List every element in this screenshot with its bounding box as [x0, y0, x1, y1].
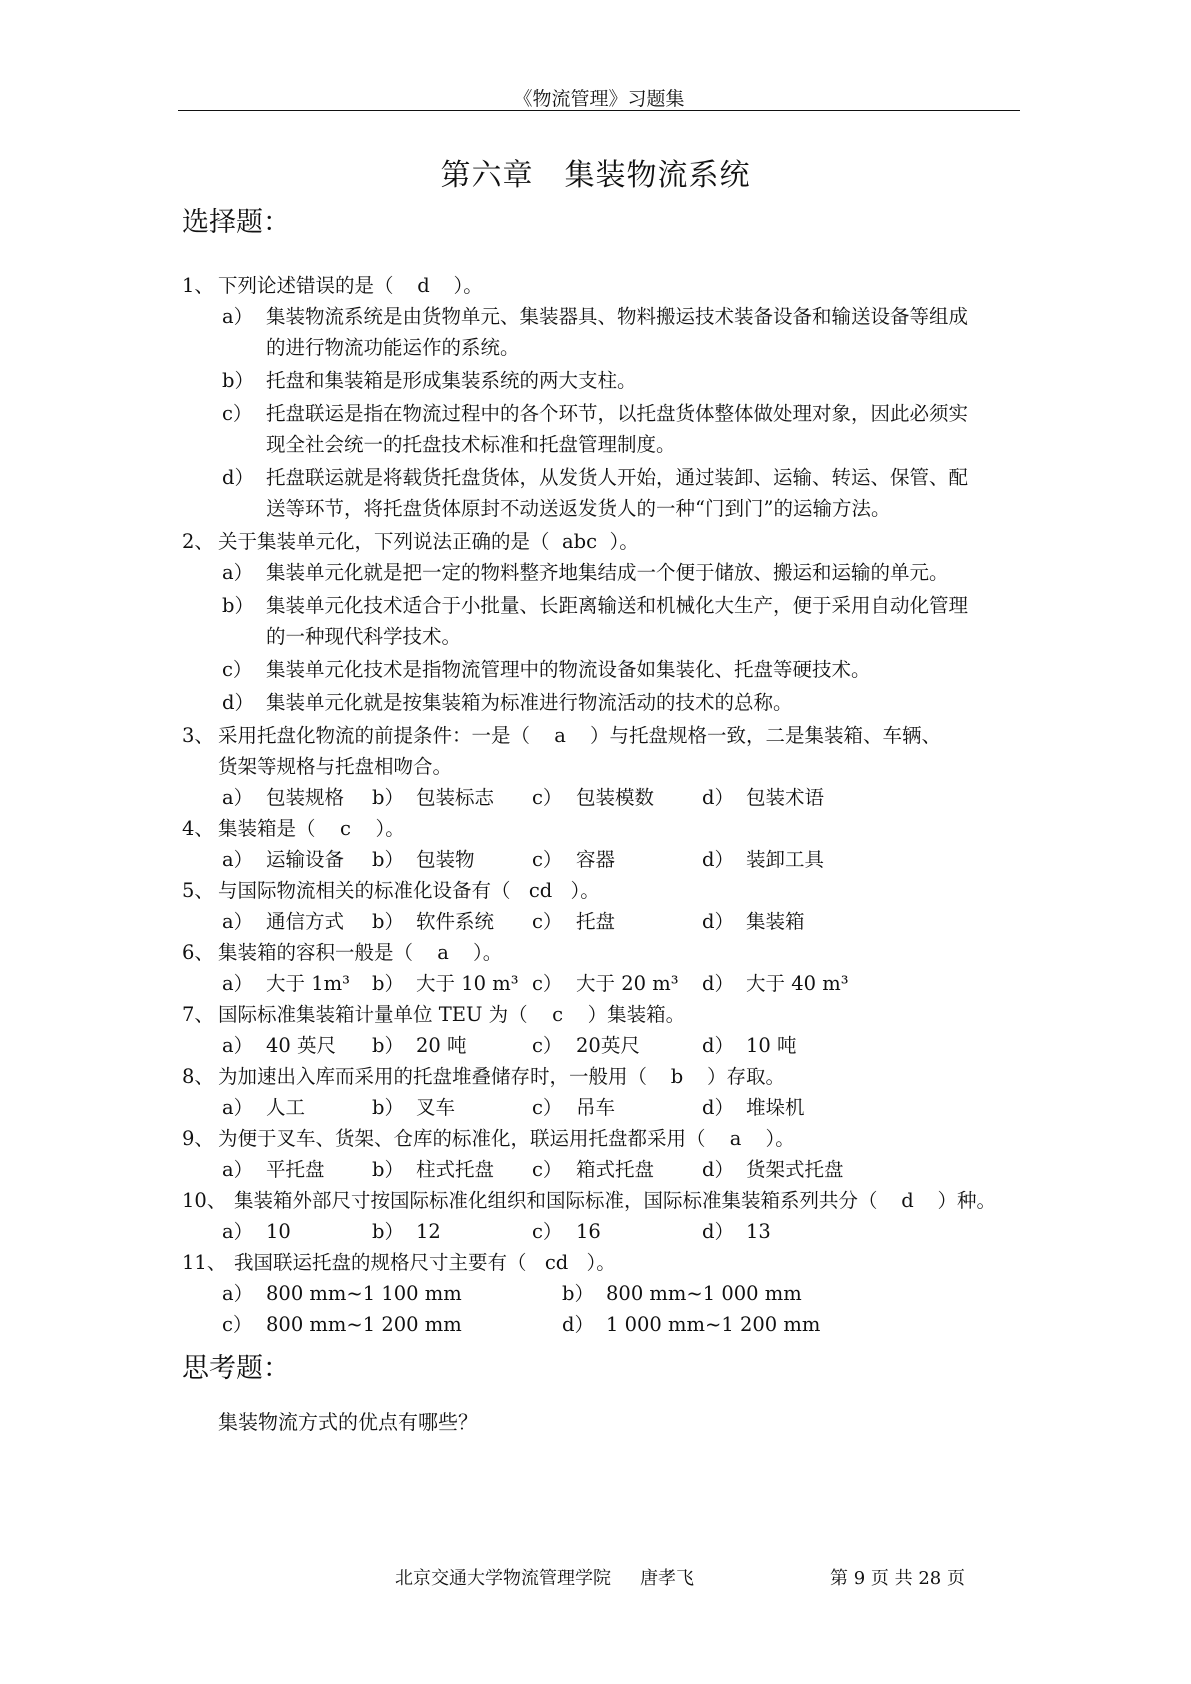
question-text	[218, 813, 405, 844]
option-text: 800 mm~1 000 mm	[606, 1282, 802, 1305]
question-suffix: ）。	[375, 817, 405, 840]
section-heading-thinking: 思考题：	[182, 1353, 290, 1384]
option-text: 平托盘	[266, 1158, 325, 1181]
options-row	[182, 1216, 1022, 1247]
options-row	[182, 968, 1022, 999]
answer-blank: abc	[562, 530, 598, 553]
question-suffix: ）集装箱。	[587, 1003, 686, 1026]
option-text: 箱式托盘	[576, 1158, 655, 1181]
option-label: a）	[222, 1282, 254, 1305]
option-label: d）	[702, 972, 734, 995]
option-text: 叉车	[416, 1096, 456, 1119]
question-stem	[182, 875, 1022, 906]
option-text: 托盘联运是指在物流过程中的各个环节，以托盘货体整体做处理对象，因此必须实	[266, 402, 969, 425]
option-text: 包装标志	[416, 786, 495, 809]
question-number: 3、	[182, 724, 214, 747]
question-number: 11、	[182, 1251, 227, 1274]
option-label: d）	[702, 786, 734, 809]
option-item	[182, 557, 1022, 588]
option-label: c）	[532, 786, 563, 809]
question-prefix: 与国际物流相关的标准化设备有（	[218, 879, 511, 902]
option-label: a）	[222, 305, 254, 328]
question-text	[218, 720, 941, 751]
question-number: 6、	[182, 941, 214, 964]
question-suffix: ）。	[473, 941, 503, 964]
answer-blank: c	[340, 817, 351, 840]
option-text: 货架式托盘	[746, 1158, 844, 1181]
question-number: 8、	[182, 1065, 214, 1088]
option-text: 软件系统	[416, 910, 495, 933]
option-text: 运输设备	[266, 848, 345, 871]
options-row	[182, 1030, 1022, 1061]
question-prefix: 集装箱的容积一般是（	[218, 941, 414, 964]
option-text: 堆垛机	[746, 1096, 805, 1119]
option-text: 集装单元化技术适合于小批量、长距离输送和机械化大生产，便于采用自动化管理	[266, 594, 969, 617]
option-text: 800 mm~1 100 mm	[266, 1282, 462, 1305]
option-label: c）	[222, 1313, 253, 1336]
option-item	[182, 365, 1022, 396]
question-text	[218, 1123, 795, 1154]
option-label: c）	[532, 1158, 563, 1181]
option-label: b）	[372, 972, 404, 995]
question-prefix: 集装箱是（	[218, 817, 316, 840]
question-number: 7、	[182, 1003, 214, 1026]
option-text-continuation: 送等环节，将托盘货体原封不动送返发货人的一种“门到门”的运输方法。	[266, 497, 891, 520]
question-stem	[182, 270, 1022, 301]
question-text	[218, 937, 502, 968]
question-number: 10、	[182, 1189, 227, 1212]
options-row	[182, 1309, 1022, 1340]
answer-blank: cd	[528, 879, 553, 902]
answer-blank: a	[729, 1127, 742, 1150]
question-suffix: ）存取。	[707, 1065, 786, 1088]
question-number: 1、	[182, 274, 214, 297]
options-row	[182, 1278, 1022, 1309]
option-text: 集装单元化技术是指物流管理中的物流设备如集装化、托盘等硬技术。	[266, 658, 871, 681]
question-text	[218, 526, 639, 557]
question-continuation: 货架等规格与托盘相吻合。	[218, 755, 453, 778]
option-label: b）	[222, 369, 254, 392]
option-text: 包装物	[416, 848, 475, 871]
question-stem	[182, 1061, 1022, 1092]
option-text-continuation: 的进行物流功能运作的系统。	[266, 336, 520, 359]
question-prefix: 采用托盘化物流的前提条件：一是（	[218, 724, 531, 747]
option-label: c）	[532, 910, 563, 933]
option-label: d）	[702, 1158, 734, 1181]
question-stem	[182, 999, 1022, 1030]
option-text: 集装箱	[746, 910, 805, 933]
option-text: 包装规格	[266, 786, 345, 809]
option-label: b）	[372, 1096, 404, 1119]
option-label: a）	[222, 910, 254, 933]
option-item	[182, 687, 1022, 718]
section-heading-choice: 选择题：	[182, 207, 290, 238]
question-prefix: 集装箱外部尺寸按国际标准化组织和国际标准，国际标准集装箱系列共分（	[234, 1189, 878, 1212]
options-row	[182, 1092, 1022, 1123]
option-text: 包装术语	[746, 786, 825, 809]
option-text: 集装单元化就是按集装箱为标准进行物流活动的技术的总称。	[266, 691, 793, 714]
question-text	[234, 1247, 616, 1278]
question-number: 9、	[182, 1127, 214, 1150]
option-text: 10	[266, 1220, 291, 1243]
answer-blank: a	[437, 941, 449, 964]
answer-blank: d	[901, 1189, 914, 1212]
footer-page-number: 第 9 页 共 28 页	[830, 1568, 965, 1589]
option-label: d）	[222, 691, 254, 714]
question-prefix: 关于集装单元化，下列说法正确的是（	[218, 530, 550, 553]
option-text: 16	[576, 1220, 601, 1243]
question-suffix: ）与托盘规格一致，二是集装箱、车辆、	[590, 724, 942, 747]
option-text: 人工	[266, 1096, 306, 1119]
header-rule	[178, 110, 1020, 111]
question-number: 4、	[182, 817, 214, 840]
options-row	[182, 782, 1022, 813]
option-text: 包装模数	[576, 786, 655, 809]
option-text: 柱式托盘	[416, 1158, 495, 1181]
question-text	[218, 999, 685, 1030]
question-prefix: 我国联运托盘的规格尺寸主要有（	[234, 1251, 527, 1274]
option-label: a）	[222, 1220, 254, 1243]
option-label: c）	[222, 402, 253, 425]
question-prefix: 下列论述错误的是（	[218, 274, 394, 297]
option-label: c）	[532, 1096, 563, 1119]
option-label: a）	[222, 972, 254, 995]
question-text	[234, 1185, 996, 1216]
question-stem	[182, 720, 1022, 751]
question-text	[218, 1061, 785, 1092]
option-label: d）	[702, 1034, 734, 1057]
option-label: b）	[222, 594, 254, 617]
option-label: d）	[702, 1220, 734, 1243]
option-item	[182, 654, 1022, 685]
option-label: c）	[532, 972, 563, 995]
option-text: 大于 20 m³	[576, 972, 679, 995]
option-text: 20英尺	[576, 1034, 640, 1057]
option-text: 13	[746, 1220, 771, 1243]
option-label: a）	[222, 1096, 254, 1119]
option-label: d）	[702, 848, 734, 871]
question-stem	[182, 813, 1022, 844]
option-text: 托盘联运就是将载货托盘货体，从发货人开始，通过装卸、运输、转运、保管、配	[266, 466, 969, 489]
option-label: b）	[372, 910, 404, 933]
option-text: 容器	[576, 848, 616, 871]
question-stem	[182, 937, 1022, 968]
question-list	[182, 270, 1022, 1340]
option-text: 10 吨	[746, 1034, 797, 1057]
option-label: c）	[532, 1034, 563, 1057]
option-item	[182, 462, 1022, 493]
option-label: a）	[222, 561, 254, 584]
question-suffix: ）。	[586, 1251, 616, 1274]
answer-blank: cd	[544, 1251, 569, 1274]
question-number: 2、	[182, 530, 214, 553]
question-suffix: ）。	[570, 879, 600, 902]
option-label: b）	[562, 1282, 594, 1305]
question-suffix: ）。	[609, 530, 639, 553]
option-text: 大于 10 m³	[416, 972, 519, 995]
answer-blank: c	[552, 1003, 564, 1026]
option-label: c）	[532, 1220, 563, 1243]
option-label: b）	[372, 1220, 404, 1243]
option-text: 20 吨	[416, 1034, 467, 1057]
option-label: a）	[222, 1034, 254, 1057]
option-label: d）	[702, 910, 734, 933]
option-text: 集装单元化就是把一定的物料整齐地集结成一个便于储放、搬运和运输的单元。	[266, 561, 949, 584]
option-label: d）	[562, 1313, 594, 1336]
question-stem	[182, 1123, 1022, 1154]
question-text	[218, 875, 600, 906]
answer-blank: b	[670, 1065, 684, 1088]
options-row	[182, 1154, 1022, 1185]
option-text-continuation: 现全社会统一的托盘技术标准和托盘管理制度。	[266, 433, 676, 456]
option-label: a）	[222, 786, 254, 809]
option-text: 吊车	[576, 1096, 616, 1119]
option-text: 托盘和集装箱是形成集装系统的两大支柱。	[266, 369, 637, 392]
question-text	[218, 270, 483, 301]
option-text: 装卸工具	[746, 848, 825, 871]
question-suffix: ）。	[765, 1127, 795, 1150]
option-text: 1 000 mm~1 200 mm	[606, 1313, 821, 1336]
option-label: a）	[222, 1158, 254, 1181]
option-label: c）	[532, 848, 563, 871]
option-label: a）	[222, 848, 254, 871]
option-text: 大于 40 m³	[746, 972, 849, 995]
footer-author: 唐孝飞	[640, 1568, 694, 1589]
footer-institution: 北京交通大学物流管理学院	[395, 1568, 611, 1589]
option-text: 12	[416, 1220, 441, 1243]
option-label: b）	[372, 848, 404, 871]
question-suffix: ）种。	[937, 1189, 997, 1212]
question-prefix: 为便于叉车、货架、仓库的标准化，联运用托盘都采用（	[218, 1127, 706, 1150]
answer-blank: a	[554, 724, 566, 747]
page-header: 《物流管理》习题集	[513, 88, 685, 110]
question-stem	[182, 1247, 1022, 1278]
option-label: b）	[372, 1034, 404, 1057]
option-label: d）	[222, 466, 254, 489]
option-text: 40 英尺	[266, 1034, 337, 1057]
option-text: 通信方式	[266, 910, 345, 933]
question-suffix: ）。	[453, 274, 483, 297]
option-text: 800 mm~1 200 mm	[266, 1313, 462, 1336]
thinking-question: 集装物流方式的优点有哪些？	[218, 1410, 478, 1434]
answer-blank: d	[417, 274, 430, 297]
option-item	[182, 398, 1022, 429]
question-prefix: 为加速出入库而采用的托盘堆叠储存时，一般用（	[218, 1065, 648, 1088]
option-label: b）	[372, 786, 404, 809]
option-label: c）	[222, 658, 253, 681]
chapter-title: 第六章 集装物流系统	[440, 158, 751, 193]
option-text: 托盘	[576, 910, 616, 933]
option-item	[182, 590, 1022, 621]
question-prefix: 国际标准集装箱计量单位 TEU 为（	[218, 1003, 528, 1026]
options-row	[182, 844, 1022, 875]
option-label: d）	[702, 1096, 734, 1119]
option-text: 集装物流系统是由货物单元、集装器具、物料搬运技术装备设备和输送设备等组成	[266, 305, 969, 328]
option-text-continuation: 的一种现代科学技术。	[266, 625, 462, 648]
question-number: 5、	[182, 879, 214, 902]
question-stem	[182, 526, 1022, 557]
question-stem	[182, 1185, 1022, 1216]
options-row	[182, 906, 1022, 937]
option-label: b）	[372, 1158, 404, 1181]
option-item	[182, 301, 1022, 332]
option-text: 大于 1m³	[266, 972, 350, 995]
